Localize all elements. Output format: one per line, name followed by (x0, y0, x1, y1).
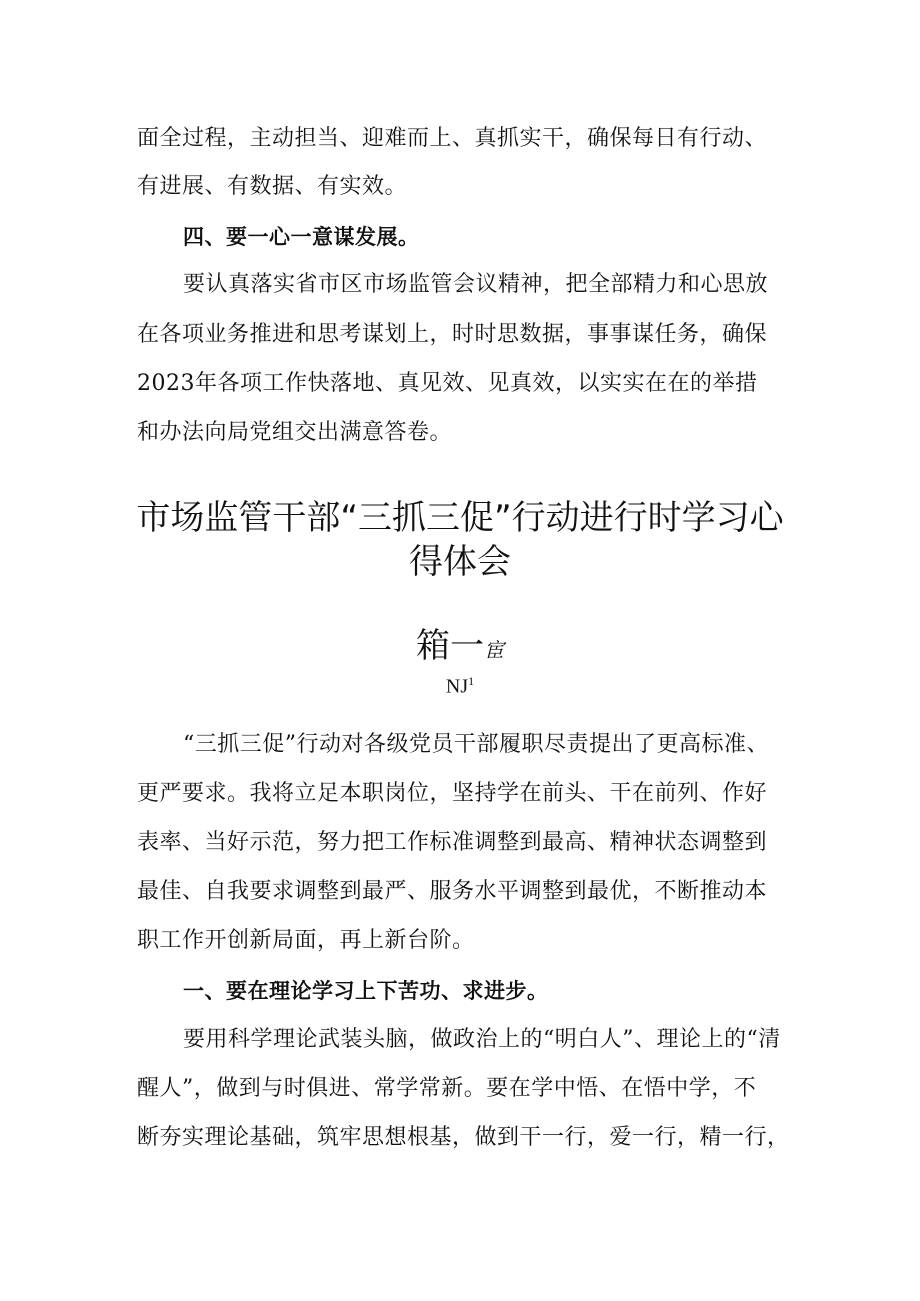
subtitle (0, 624, 920, 672)
paragraph-line: 醒人”，做到与时俱进、常学常新。要在学中悟、在悟中学，不 (137, 1076, 757, 1101)
paragraph-line: 有进展、有数据、有实效。 (137, 174, 408, 199)
paragraph-line: 在各项业务推进和思考谋划上，时时思数据，事事谋任务，确保 (137, 322, 768, 347)
subtitle-mark-sup: 1 (468, 674, 475, 688)
paragraph-line: 面全过程，主动担当、迎难而上、真抓实干，确保每日有行动、 (137, 126, 768, 151)
paragraph-line: 2023年各项工作快落地、真见效、见真效，以实实在在的举措 (137, 371, 758, 396)
paragraph-line: 要用科学理论武装头脑，做政治上的“明白人”、理论上的“清 (183, 1027, 781, 1052)
paragraph-line: 职工作开创新局面，再上新台阶。 (137, 928, 475, 953)
paragraph-line: 断夯实理论基础，筑牢思想根基，做到干一行，爱一行，精一行， (137, 1125, 790, 1150)
section-heading: 一、要在理论学习上下苦功、求进步。 (183, 979, 549, 1003)
subtitle-mark (0, 669, 920, 699)
subtitle-mark-text: NJ (445, 675, 469, 698)
document-title-line-2: 得体会 (409, 542, 511, 582)
document-title-line-1: 市场监管干部“三抓三促”行动进行时学习心 (136, 498, 784, 538)
paragraph-line: “三抓三促”行动对各级党员干部履职尽责提出了更高标准、 (183, 732, 769, 757)
subtitle-main: 箱一 (416, 626, 484, 666)
paragraph-line: 和办法向局党组交出满意答卷。 (137, 420, 453, 445)
section-heading: 四、要一心一意谋发展。 (183, 225, 420, 249)
paragraph-line: 要认真落实省市区市场监管会议精神，把全部精力和心思放 (183, 272, 769, 297)
paragraph-line: 最佳、自我要求调整到最严、服务水平调整到最优，不断推动本 (137, 879, 768, 904)
paragraph-line: 表率、当好示范，努力把工作标准调整到最高、精神状态调整到 (137, 830, 768, 855)
subtitle-suffix: 宦 (484, 638, 504, 662)
paragraph-line: 更严要求。我将立足本职岗位，坚持学在前头、干在前列、作好 (137, 781, 768, 806)
